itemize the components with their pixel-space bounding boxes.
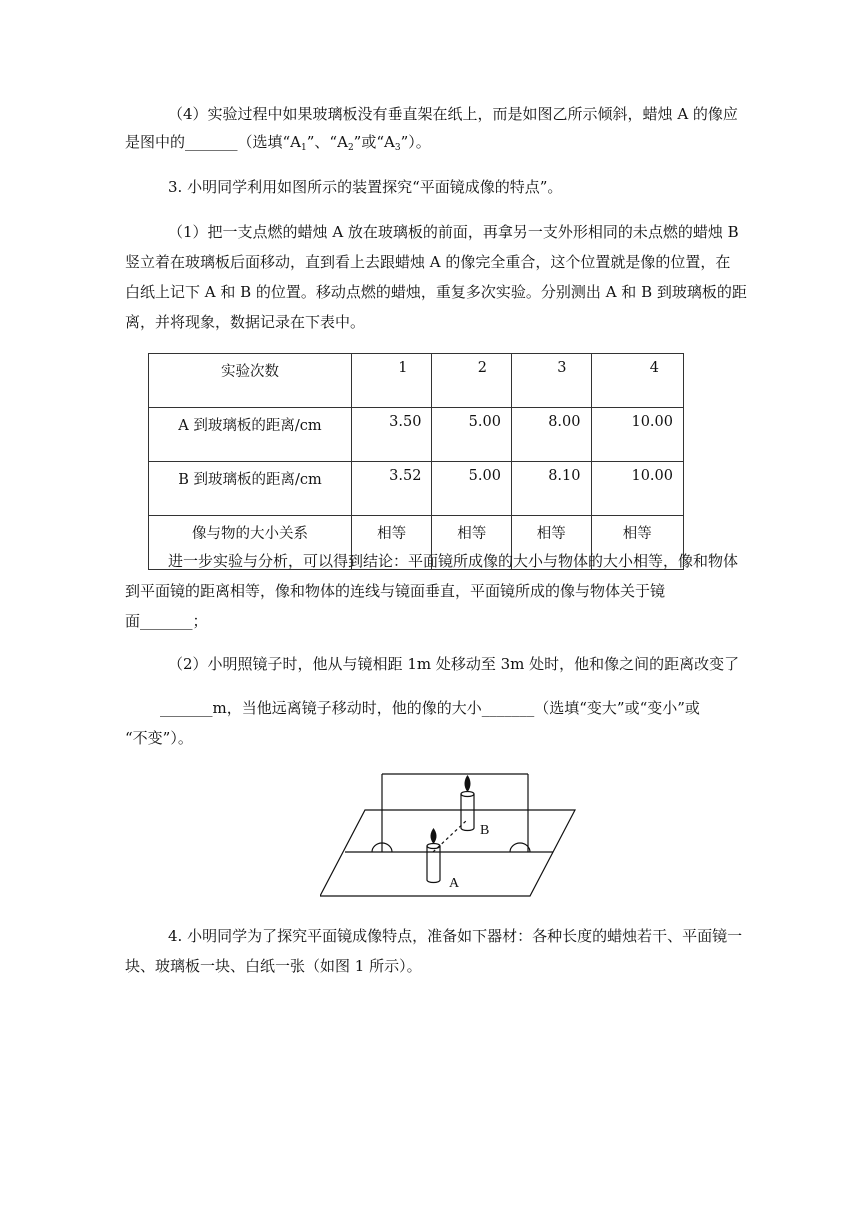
dashed-line [433, 820, 467, 852]
candle-a [427, 844, 440, 883]
q2-part4-prefix: 是图中的 [125, 133, 186, 151]
data-table [148, 353, 684, 570]
q3-part1-line: （1）把一支点燃的蜡烛 A 放在玻璃板的前面，再拿另一支外形相同的未点燃的蜡烛 B [168, 223, 739, 241]
table-cell [149, 462, 352, 516]
candle-b [461, 792, 474, 831]
cell-value: 相等 [377, 526, 407, 542]
q3-part2-line2: _______m，当他远离镜子移动时，他的像的大小_______（选填“变大”或“变小”或 [160, 699, 700, 717]
q2-part4-option-a1: （选填“A [237, 133, 302, 151]
table-header-cell [432, 354, 512, 408]
row-label: A 到玻璃板的距离/cm [178, 418, 322, 434]
table-cell [432, 462, 512, 516]
cell-value: 10.00 [631, 468, 673, 484]
q2-part4-option-a3: ”或“A [353, 133, 395, 151]
q2-part4-line2 [125, 132, 431, 152]
q2-part4-suffix: ”）。 [400, 133, 431, 151]
cell-value: 相等 [622, 526, 652, 542]
row-label: B 到玻璃板的距离/cm [178, 472, 322, 488]
white-paper [320, 810, 575, 896]
q2-part4-line1: （4）实验过程中如果玻璃板没有垂直架在纸上，而是如图乙所示倾斜，蜡烛 A 的像应 [168, 105, 738, 123]
table-header-cell [511, 354, 591, 408]
q2-part4-option-a2: ”、“A [306, 133, 348, 151]
subscript-1: 1 [301, 143, 307, 153]
label-a: A [449, 876, 460, 891]
table-row [149, 408, 684, 462]
table-header-cell [149, 354, 352, 408]
q4-line: 4. 小明同学为了探究平面镜成像特点，准备如下器材：各种长度的蜡烛若干、平面镜一 [168, 927, 743, 945]
row-label: 像与物的大小关系 [191, 526, 308, 542]
q3-part1-line: 离，并将现象，数据记录在下表中。 [125, 313, 366, 331]
q3-part1-line: 竖立着在玻璃板后面移动，直到看上去跟蜡烛 A 的像完全重合，这个位置就是像的位置，在 [125, 253, 731, 271]
cell-value: 相等 [457, 526, 487, 542]
answer-blank: _______ [185, 133, 238, 151]
table-row [149, 462, 684, 516]
table-header-row [149, 354, 684, 408]
table-cell [591, 408, 684, 462]
cell-value: 5.00 [468, 468, 501, 484]
cell-value: 5.00 [468, 414, 501, 430]
table-header-cell [351, 354, 432, 408]
support-right [510, 843, 530, 852]
table-cell [432, 408, 512, 462]
q3-part2-line1: （2）小明照镜子时，他从与镜相距 1m 处移动至 3m 处时，他和像之间的距离改变了 [168, 655, 740, 673]
plane-mirror-diagram [320, 768, 576, 900]
q3-conclusion-line: 到平面镜的距离相等，像和物体的连线与镜面垂直，平面镜所成的像与物体关于镜 [125, 582, 666, 600]
trial-number: 3 [557, 360, 567, 376]
cell-value: 3.50 [389, 414, 422, 430]
q3-part1-line: 白纸上记下 A 和 B 的位置。移动点燃的蜡烛，重复多次实验。分别测出 A 和 B 到玻璃板的距 [125, 283, 747, 301]
table-cell [591, 462, 684, 516]
table-cell [149, 408, 352, 462]
table-cell [511, 408, 591, 462]
cell-value: 10.00 [631, 414, 673, 430]
trial-number: 2 [477, 360, 487, 376]
cell-value: 8.00 [548, 414, 581, 430]
cell-value: 3.52 [389, 468, 422, 484]
flame-icon [430, 828, 436, 844]
table-cell [351, 408, 432, 462]
q3-part2-line3: “不变”）。 [125, 729, 193, 747]
q3-conclusion-line: 面_______； [125, 612, 208, 630]
label-b: B [480, 823, 490, 838]
table-header-label: 实验次数 [220, 364, 279, 380]
flame-icon [464, 775, 470, 792]
subscript-3: 3 [394, 143, 401, 153]
trial-number: 1 [398, 360, 408, 376]
table-cell [351, 462, 432, 516]
q3-conclusion-line: 进一步实验与分析，可以得到结论：平面镜所成像的大小与物体的大小相等，像和物体 [168, 552, 739, 570]
table-cell [511, 462, 591, 516]
q3-title: 3. 小明同学利用如图所示的装置探究“平面镜成像的特点”。 [168, 178, 563, 196]
table-header-cell [591, 354, 684, 408]
q4-line: 块、玻璃板一块、白纸一张（如图 1 所示）。 [125, 957, 422, 975]
trial-number: 4 [649, 360, 659, 376]
subscript-2: 2 [347, 143, 354, 153]
cell-value: 相等 [536, 526, 566, 542]
cell-value: 8.10 [548, 468, 581, 484]
